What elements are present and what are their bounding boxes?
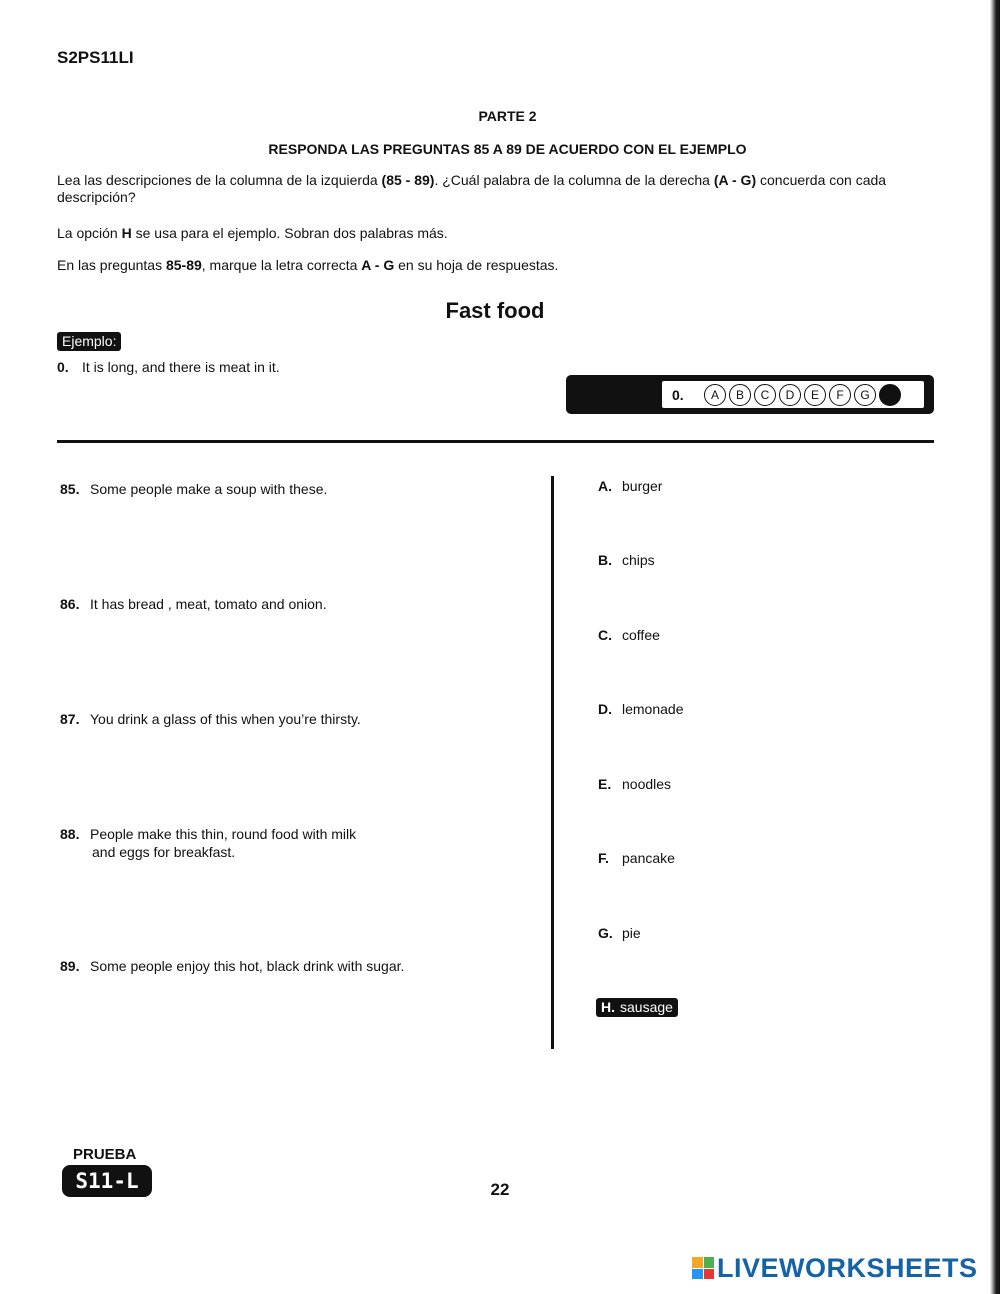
question-89: 89. Some people enjoy this hot, black drink with sugar.: [60, 958, 405, 974]
bubble-e[interactable]: E: [804, 384, 826, 406]
option-h-example: H. sausage: [596, 998, 678, 1017]
liveworksheets-logo-icon: [692, 1257, 714, 1279]
option-c: C. coffee: [598, 627, 660, 643]
bubble-b[interactable]: B: [729, 384, 751, 406]
section-divider: [57, 440, 934, 443]
bubble-d[interactable]: D: [779, 384, 801, 406]
example-question: 0. It is long, and there is meat in it.: [57, 359, 280, 375]
section-title: Fast food: [445, 298, 545, 323]
bubble-g[interactable]: G: [854, 384, 876, 406]
bubble-a[interactable]: A: [704, 384, 726, 406]
test-code-badge: S11-L: [62, 1165, 152, 1197]
part-title: PARTE 2: [478, 108, 537, 124]
question-86: 86. It has bread , meat, tomato and onion.: [60, 596, 327, 612]
bubble-f[interactable]: F: [829, 384, 851, 406]
liveworksheets-watermark: [692, 1252, 978, 1284]
example-answer-box: [662, 381, 924, 408]
question-88: 88. People make this thin, round food with milk and eggs for breakfast.: [60, 826, 357, 860]
bubble-h-selected[interactable]: H: [879, 384, 901, 406]
option-e: E. noodles: [598, 776, 672, 792]
instruction-paragraph-3: En las preguntas 85-89, marque la letra correcta A - G en su hoja de respuestas.: [57, 257, 559, 273]
instruction-title: RESPONDA LAS PREGUNTAS 85 A 89 DE ACUERDO CON EL EJEMPLO: [268, 141, 747, 157]
scan-edge-shadow: [990, 0, 1000, 1294]
option-b: B. chips: [598, 552, 655, 568]
question-85: 85. Some people make a soup with these.: [60, 481, 328, 497]
option-d: D. lemonade: [598, 701, 684, 717]
example-answer-number: 0.: [672, 386, 684, 403]
watermark-text: LIVEWORKSHEETS: [717, 1252, 978, 1283]
option-f: F. pancake: [598, 850, 675, 866]
example-badge: Ejemplo:: [57, 332, 121, 351]
instruction-paragraph-2: La opción H se usa para el ejemplo. Sobran dos palabras más.: [57, 225, 448, 241]
column-divider: [551, 476, 554, 1049]
example-answer-bar: [566, 375, 934, 414]
option-g: G. pie: [598, 925, 641, 941]
bubble-c[interactable]: C: [754, 384, 776, 406]
page-number: 22: [490, 1180, 510, 1199]
instruction-paragraph-1: Lea las descripciones de la columna de la izquierda (85 - 89). ¿Cuál palabra de la columna de la derecha (A - G) concuerda con cada descripción?: [57, 172, 887, 205]
test-label: PRUEBA: [73, 1146, 137, 1163]
document-code: S2PS11LI: [57, 48, 134, 67]
question-87: 87. You drink a glass of this when you’re thirsty.: [60, 711, 361, 727]
option-a: A. burger: [598, 478, 663, 494]
